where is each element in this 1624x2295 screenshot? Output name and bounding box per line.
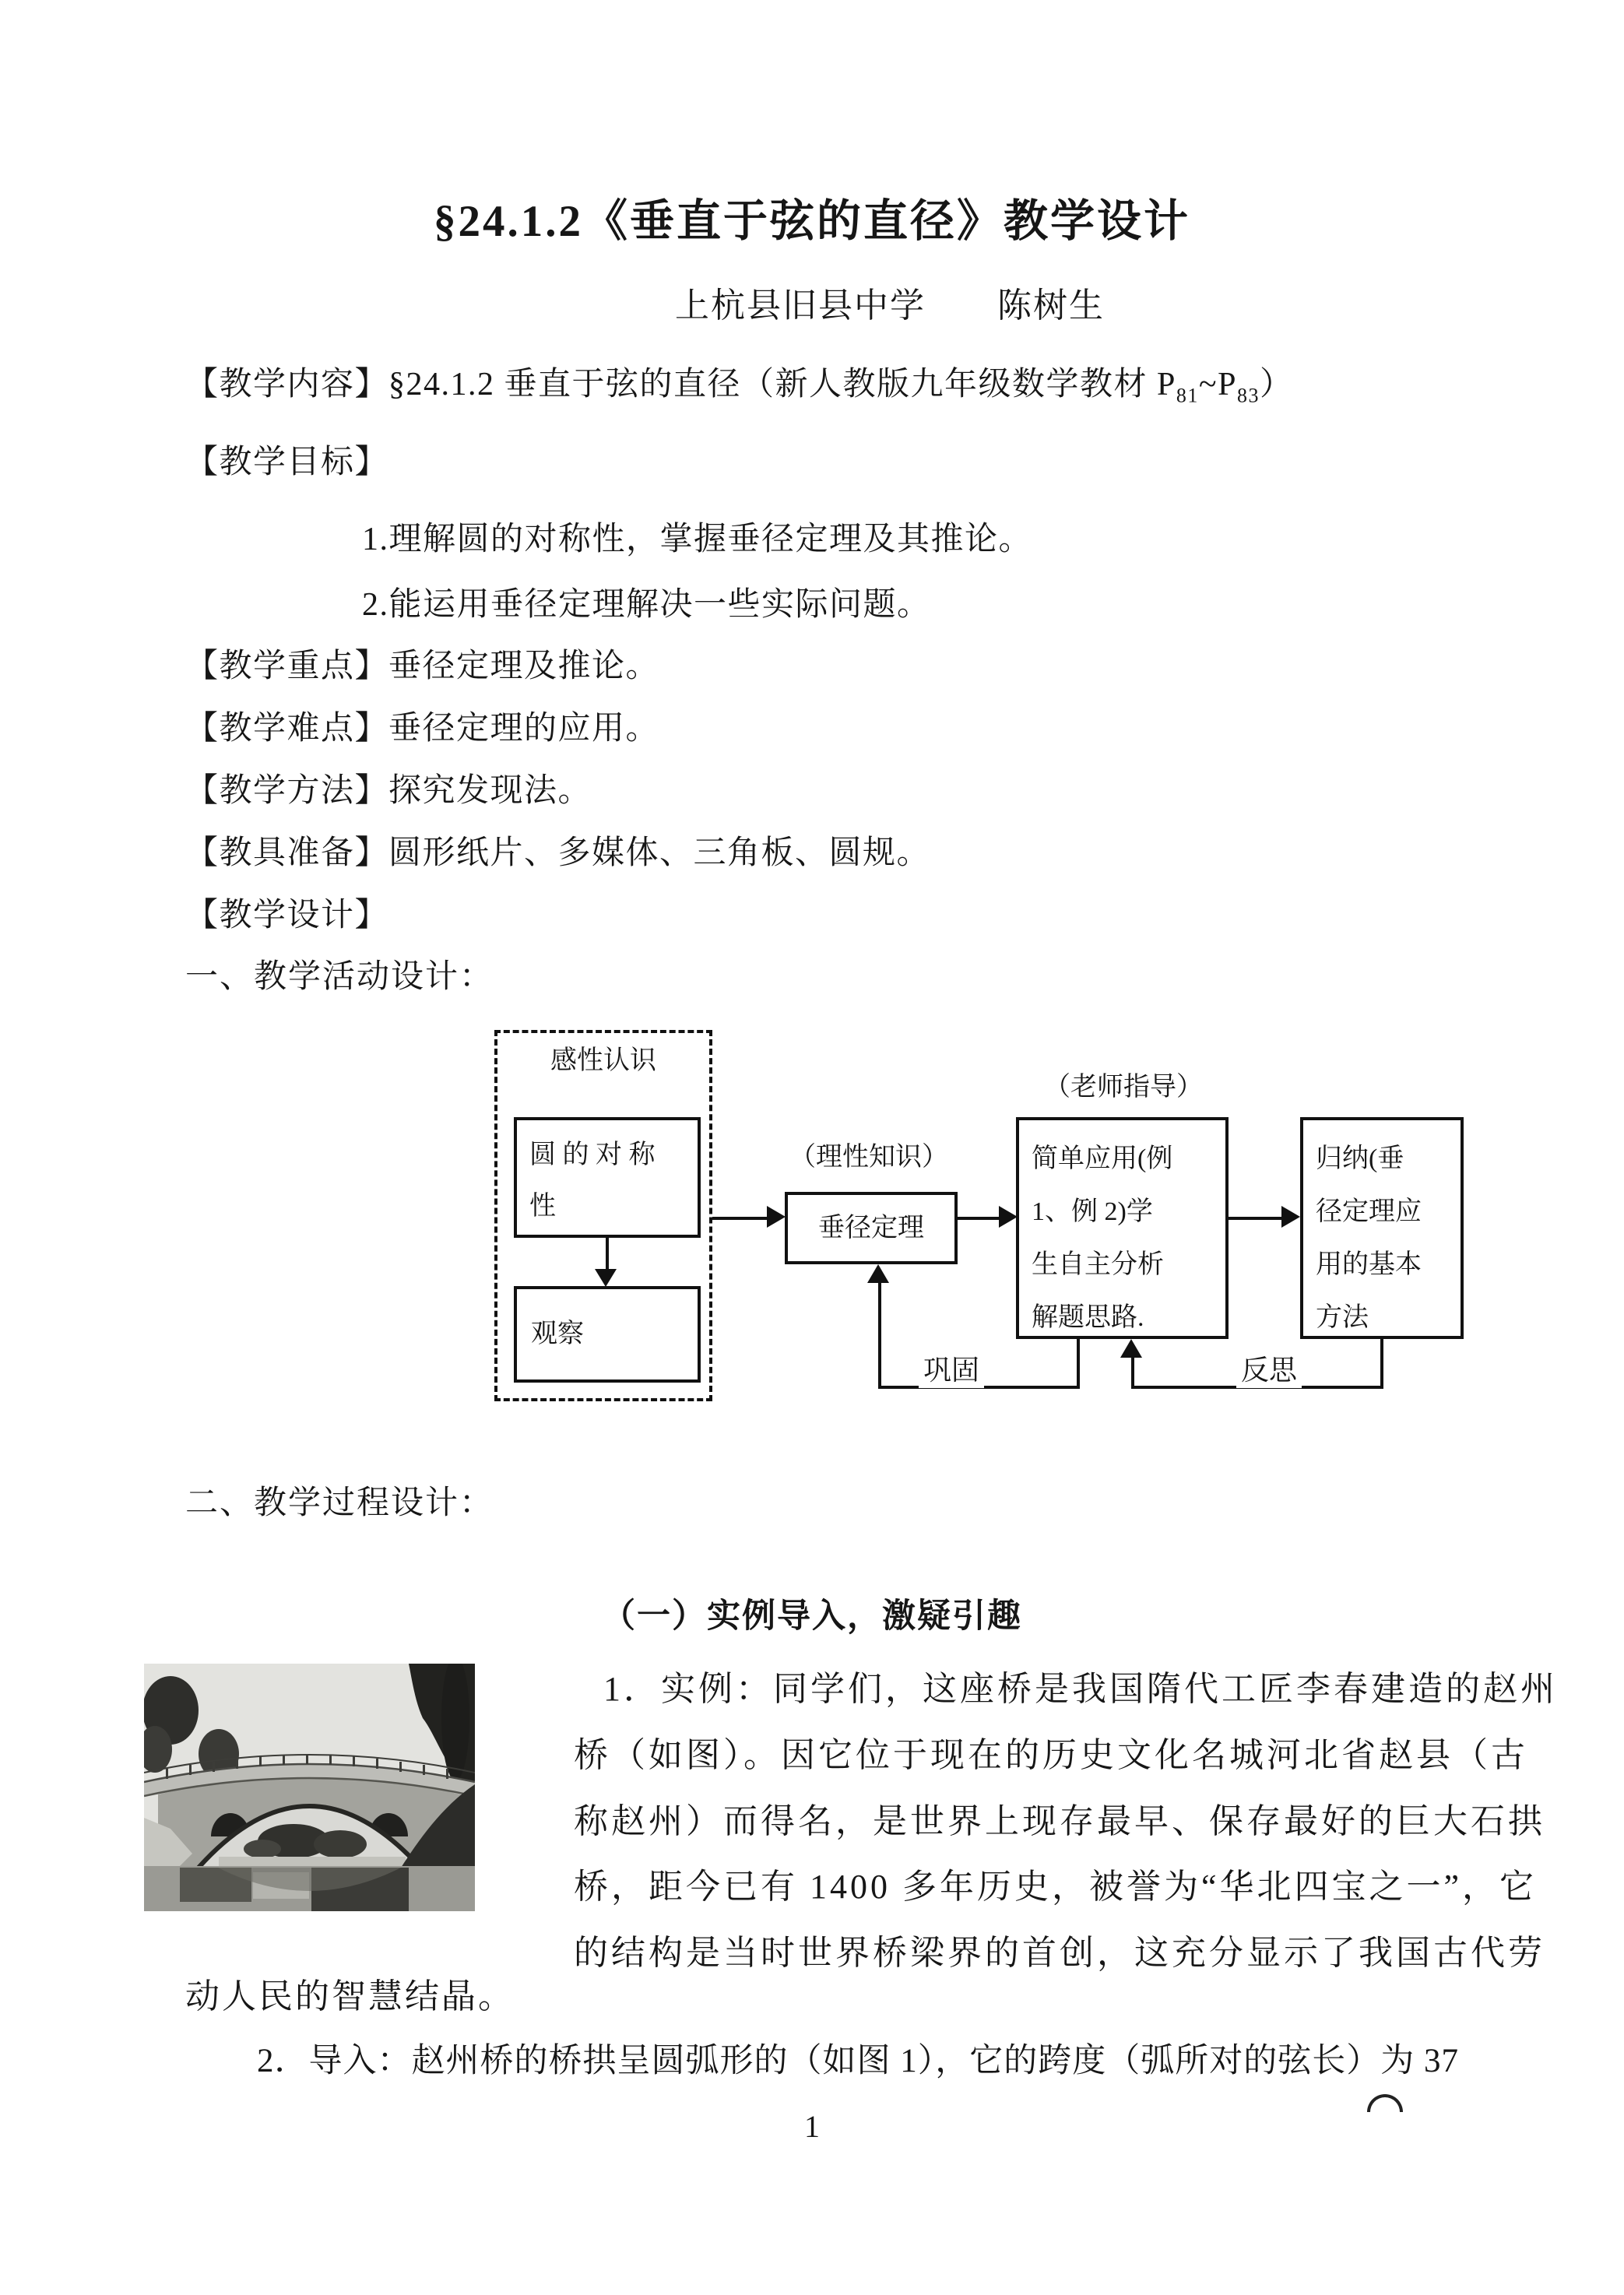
apply-line-1: 简单应用(例 <box>1032 1144 1173 1173</box>
zhaozhou-bridge-photo <box>144 1664 475 1911</box>
summary-line-1: 归纳(垂 <box>1316 1144 1404 1173</box>
flow-line-group-to-theorem <box>712 1217 768 1220</box>
arrow-up-icon <box>867 1264 889 1283</box>
teaching-content-post: ） <box>1259 367 1294 402</box>
feedback-line-reflect <box>1131 1358 1134 1389</box>
intro-paragraph-line: 桥，距今已有 1400 多年历史，被誉为“华北四宝之一”，它 <box>574 1868 1538 1906</box>
intro-paragraph-line: 的结构是当时世界桥梁界的首创，这充分显示了我国古代劳 <box>574 1934 1545 1972</box>
section1-heading: 一、教学活动设计： <box>185 959 494 995</box>
intro-paragraph-line: 桥（如图）。因它位于现在的历史文化名城河北省赵县（古 <box>574 1736 1528 1774</box>
apply-line-4: 解题思路. <box>1032 1303 1144 1332</box>
teaching-method-line: 【教学方法】探究发现法。 <box>185 773 592 809</box>
lead-in-line: 2．导入：赵州桥的桥拱呈圆弧形的（如图 1），它的跨度（弧所对的弦长）为 37 <box>257 2043 1459 2079</box>
teaching-design-label: 【教学设计】 <box>185 898 389 933</box>
teaching-difficulty-line: 【教学难点】垂径定理的应用。 <box>185 711 660 747</box>
flow-line-symmetry-to-observe <box>606 1238 609 1271</box>
teaching-content-line <box>185 358 1293 407</box>
teacher-guidance-label: （老师指导） <box>1044 1073 1203 1102</box>
teaching-key-point-line: 【教学重点】垂径定理及推论。 <box>185 648 660 684</box>
arrow-up-icon <box>1120 1339 1142 1358</box>
flow-line-apply-to-summary <box>1229 1217 1283 1220</box>
intro-paragraph-tail: 动人民的智慧结晶。 <box>185 1977 515 2016</box>
arrow-down-icon <box>595 1269 617 1287</box>
apply-line-3: 生自主分析 <box>1032 1250 1164 1279</box>
intro-paragraph-line: 称赵州）而得名，是世界上现存最早、保存最好的巨大石拱 <box>574 1802 1545 1840</box>
page-ref-sub-81: 81 <box>1176 384 1199 407</box>
observe-label: 观察 <box>531 1320 584 1348</box>
teaching-content-pre: 【教学内容】§24.1.2 垂直于弦的直径（新人教版九年级数学教材 P <box>185 367 1176 402</box>
perceptual-group-label: 感性认识 <box>550 1046 656 1075</box>
consolidate-label: 巩固 <box>919 1348 984 1388</box>
intro-heading: （一）实例导入，激疑引趣 <box>602 1598 1022 1635</box>
teaching-aids-line: 【教具准备】圆形纸片、多媒体、三角板、圆规。 <box>185 835 931 871</box>
page-ref-sub-83: 83 <box>1236 384 1260 407</box>
intro-paragraph-line: 1．实例：同学们，这座桥是我国隋代工匠李春建造的赵州 <box>603 1670 1558 1708</box>
feedback-line-consolidate <box>878 1283 881 1389</box>
theorem-label: 垂径定理 <box>818 1213 924 1242</box>
flowchart-box-circle-symmetry <box>514 1117 701 1238</box>
goal-item-1: 1.理解圆的对称性，掌握垂径定理及其推论。 <box>362 522 1033 557</box>
flowchart-box-observe <box>514 1286 701 1383</box>
flowchart-box-simple-application <box>1016 1117 1229 1339</box>
goal-item-2: 2.能运用垂径定理解决一些实际问题。 <box>362 587 931 623</box>
flow-line-theorem-to-apply <box>958 1217 1000 1220</box>
reflect-label: 反思 <box>1236 1348 1302 1388</box>
apply-line-2: 1、例 2)学 <box>1032 1197 1153 1226</box>
arrow-right-icon <box>999 1206 1018 1228</box>
teaching-goals-label: 【教学目标】 <box>185 445 389 480</box>
summary-line-4: 方法 <box>1316 1303 1369 1332</box>
feedback-line-reflect <box>1380 1339 1383 1389</box>
rational-knowledge-label: （理性知识） <box>789 1143 948 1172</box>
summary-line-3: 用的基本 <box>1316 1250 1422 1279</box>
circle-symmetry-line-2: 性 <box>529 1192 556 1221</box>
teaching-content-mid: ~P <box>1198 367 1237 402</box>
section2-heading: 二、教学过程设计： <box>185 1485 494 1521</box>
feedback-line-consolidate <box>1077 1339 1080 1389</box>
circle-symmetry-line-1: 圆 的 对 称 <box>529 1140 656 1169</box>
flowchart-box-theorem <box>785 1192 958 1264</box>
arrow-right-icon <box>767 1206 786 1228</box>
author-line: 上杭县旧县中学 陈树生 <box>675 286 1105 325</box>
flowchart-box-summary <box>1300 1117 1464 1339</box>
page-title: §24.1.2《垂直于弦的直径》教学设计 <box>434 197 1190 246</box>
summary-line-2: 径定理应 <box>1316 1197 1422 1226</box>
arrow-right-icon <box>1281 1206 1300 1228</box>
page-number: 1 <box>804 2109 820 2144</box>
